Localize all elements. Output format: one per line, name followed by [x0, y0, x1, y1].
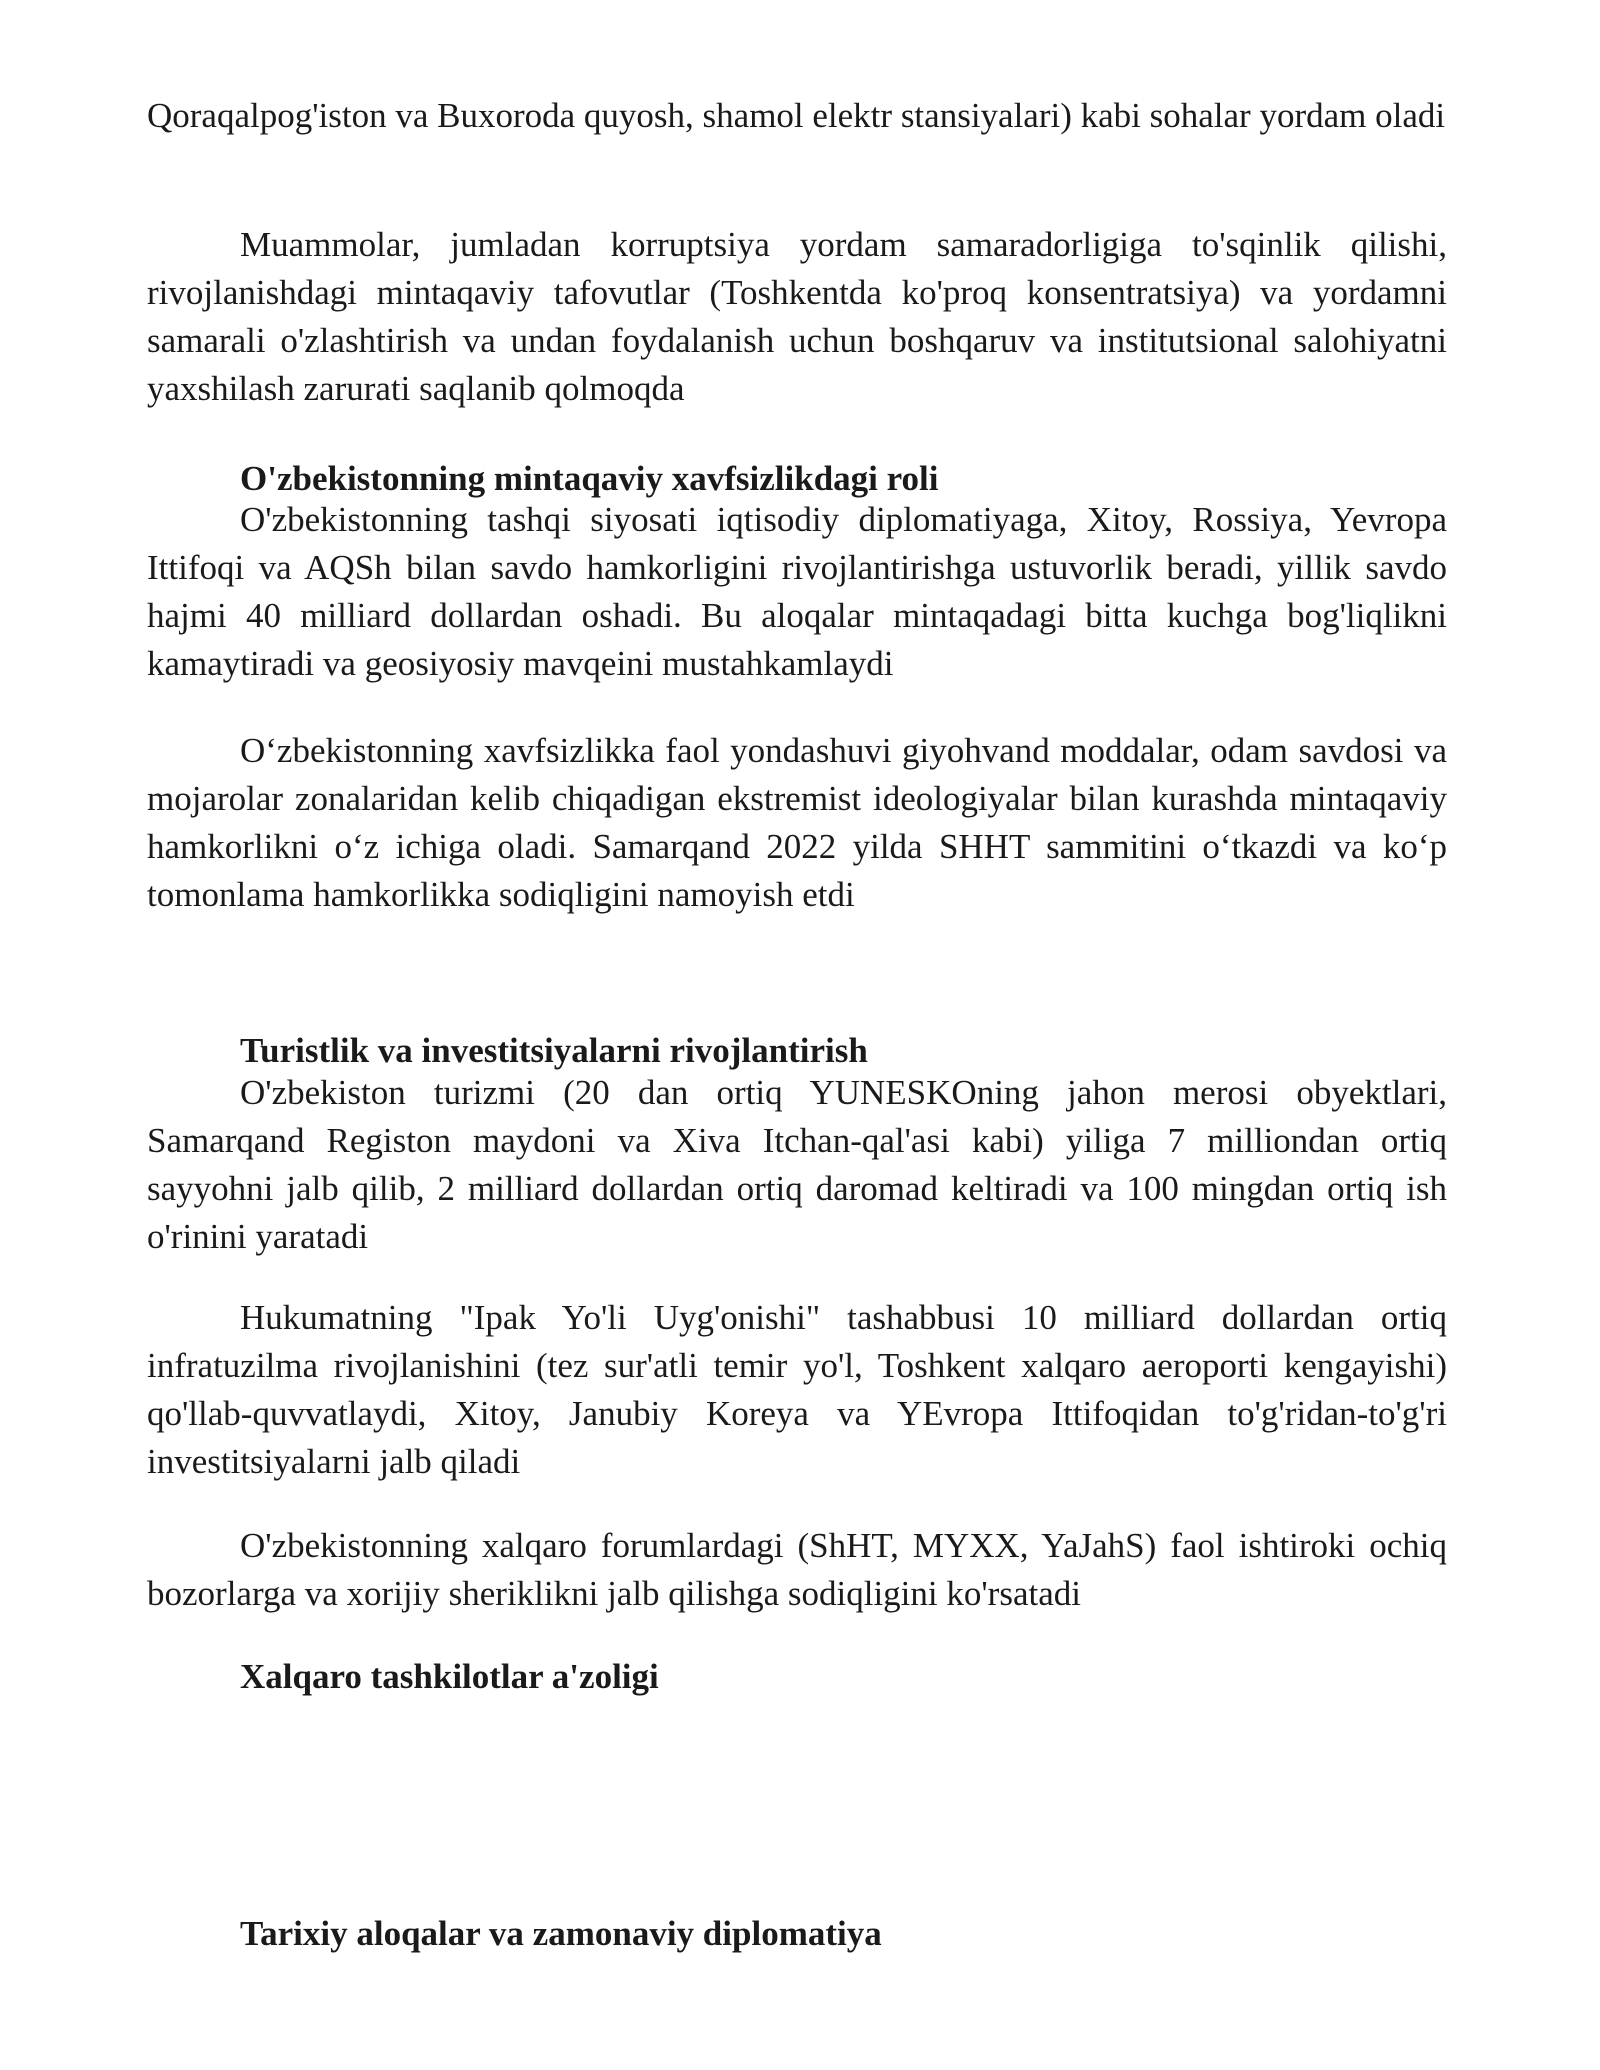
paragraph-renewable-energy: Qoraqalpog'iston va Buxoroda quyosh, shamol elektr stansiyalari) kabi sohalar yordam oladi	[147, 96, 1446, 135]
paragraph-silk-road-initiative: Hukumatning "Ipak Yo'li Uyg'onishi" tashabbusi 10 milliard dollardan ortiq infratuzilma rivojlanishini (tez sur'atli temir yo'l, Toshkent xalqaro aeroporti kengayishi) qo'llab-quvvatlaydi, Xitoy, Janubiy Koreya va YEvropa Ittifoqidan to'g'ridan-to'g'ri investitsiyalarni jalb qiladi	[147, 1298, 1447, 1481]
heading-international-membership: Xalqaro tashkilotlar a'zoligi	[240, 1657, 659, 1696]
heading-regional-security: O'zbekistonning mintaqaviy xavfsizlikdagi roli	[240, 459, 939, 498]
heading-tourism-investment: Turistlik va investitsiyalarni rivojlantirish	[240, 1031, 868, 1070]
paragraph-international-forums: O'zbekistonning xalqaro forumlardagi (ShHT, MYXX, YaJahS) faol ishtiroki ochiq bozorlarga va xorijiy sheriklikni jalb qilishga sodiqligini ko'rsatadi	[147, 1526, 1447, 1613]
paragraph-tourism: O'zbekiston turizmi (20 dan ortiq YUNESKOning jahon merosi obyektlari, Samarqand Registon maydoni va Xiva Itchan-qal'asi kabi) yiliga 7 milliondan ortiq sayyohni jalb qilib, 2 milliard dollardan ortiq daromad keltiradi va 100 mingdan ortiq ish o'rinini yaratadi	[147, 1073, 1447, 1256]
paragraph-challenges: Muammolar, jumladan korruptsiya yordam samaradorligiga to'sqinlik qilishi, rivojlanishdagi mintaqaviy tafovutlar (Toshkentda ko'proq konsentratsiya) va yordamni samarali o'zlashtirish va undan foydalanish uchun boshqaruv va institutsional salohiyatni yaxshilash zarurati saqlanib qolmoqda	[147, 225, 1447, 408]
paragraph-security-approach: O‘zbekistonning xavfsizlikka faol yondashuvi giyohvand moddalar, odam savdosi va mojarolar zonalaridan kelib chiqadigan ekstremist ideologiyalar bilan kurashda mintaqaviy hamkorlikni o‘z ichiga oladi. Samarqand 2022 yilda SHHT sammitini o‘tkazdi va ko‘p tomonlama hamkorlikka sodiqligini namoyish etdi	[147, 731, 1447, 914]
heading-historical-ties: Tarixiy aloqalar va zamonaviy diplomatiya	[240, 1914, 882, 1953]
paragraph-foreign-policy: O'zbekistonning tashqi siyosati iqtisodiy diplomatiyaga, Xitoy, Rossiya, Yevropa Ittifoqi va AQSh bilan savdo hamkorligini rivojlantirishga ustuvorlik beradi, yillik savdo hajmi 40 milliard dollardan oshadi. Bu aloqalar mintaqadagi bitta kuchga bog'liqlikni kamaytiradi va geosiyosiy mavqeini mustahkamlaydi	[147, 500, 1447, 683]
